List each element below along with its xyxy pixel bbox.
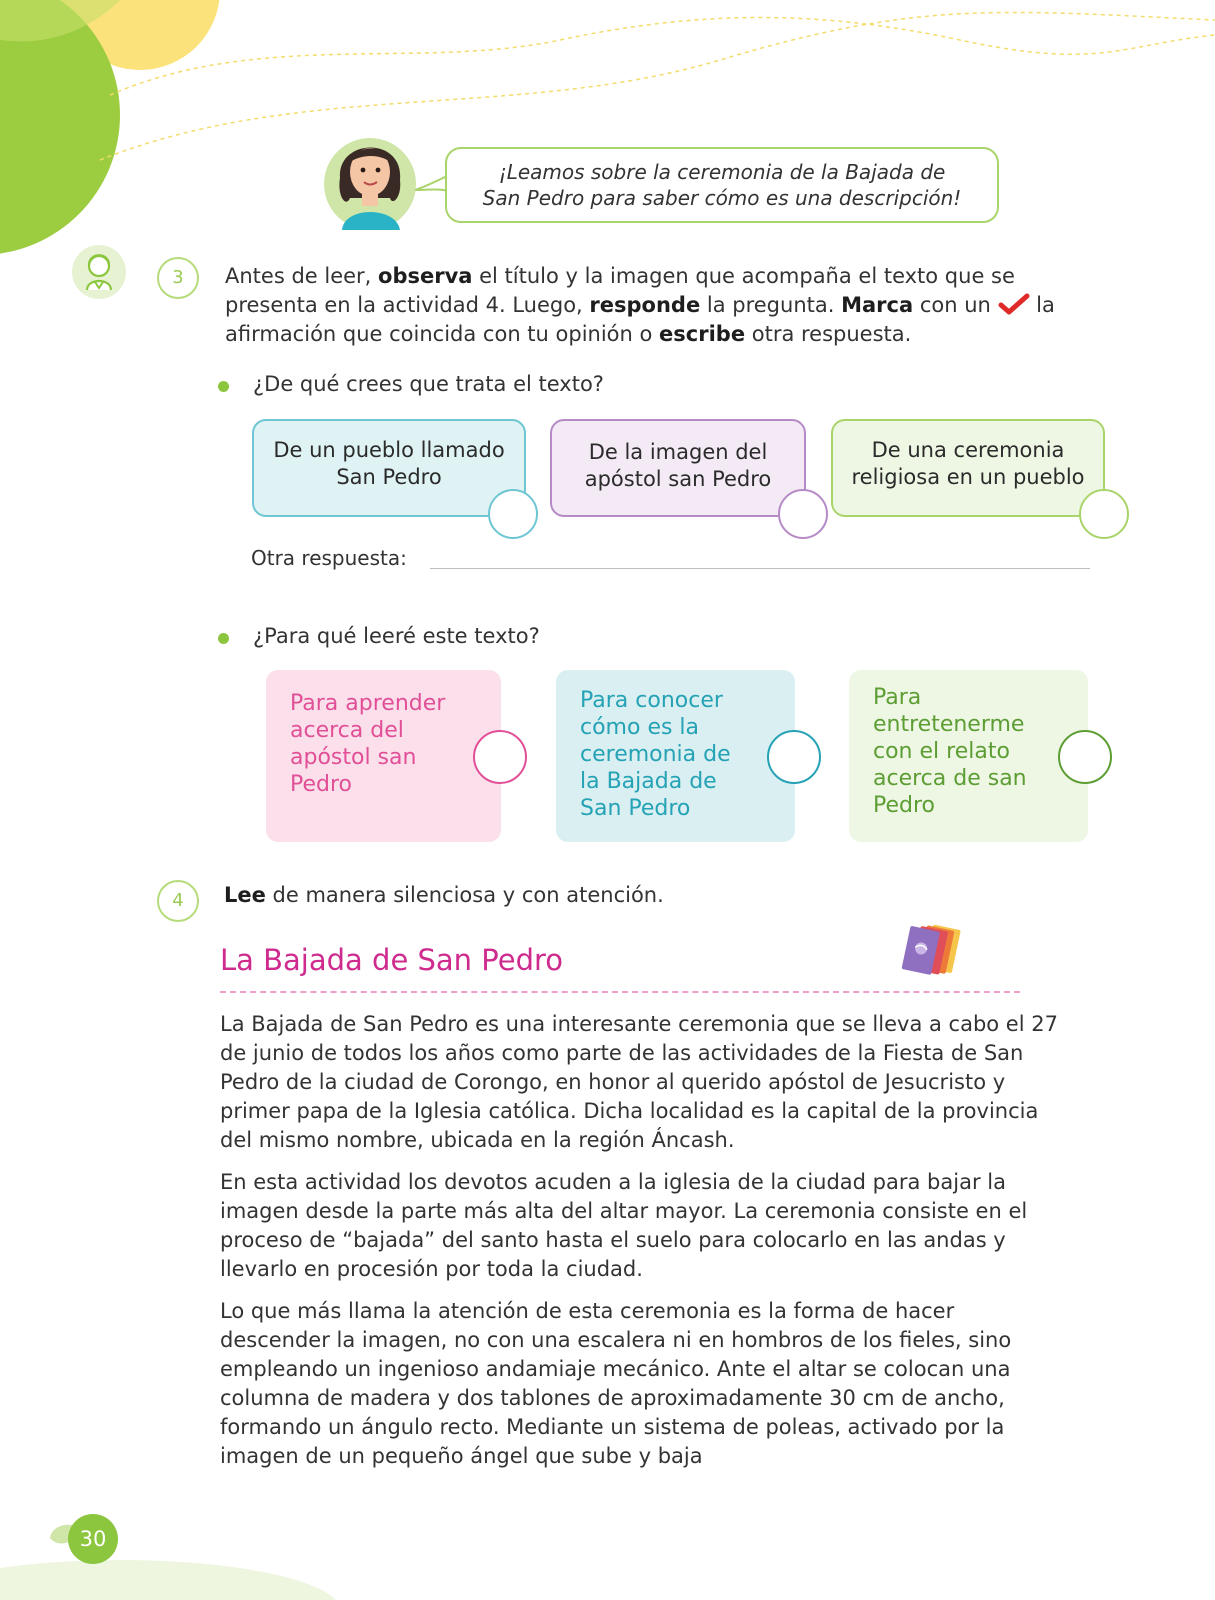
purpose-text: acerca de san [873,766,1027,791]
answer-circle[interactable] [778,489,828,539]
activity-4-instruction [224,883,664,907]
instr-text: Antes de leer, [225,264,379,288]
option-text: religiosa en un pueblo [851,465,1085,489]
reading-title: La Bajada de San Pedro [220,943,564,977]
purpose-card-conocer[interactable] [556,670,795,842]
purpose-text: acerca del [290,718,404,743]
purpose-text: Pedro [873,793,936,818]
option-text: De una ceremonia [871,438,1065,462]
instr-text: la afirmación que coincida con tu opinión o [225,293,1055,346]
question-1: ¿De qué crees que trata el texto? [253,372,604,396]
instr-bold: observa [378,264,473,288]
instr-bold: Lee [224,883,266,907]
purpose-card-aprender[interactable] [266,670,501,842]
instr-text: el título y la imagen que acompaña el texto que se presenta en la actividad 4. Luego, [225,264,1015,317]
other-answer-label: Otra respuesta: [251,546,407,570]
page-number: 30 [68,1514,118,1564]
purpose-text: Para aprender [290,691,446,716]
instr-text: la pregunta. [700,293,842,317]
paragraph-2: En esta actividad los devotos acuden a la iglesia de la ciudad para bajar la imagen desde la parte más alta del altar mayor. La ceremonia consiste en el proceso de “bajada” del santo hasta el suelo para colocarlo en las andas y llevarlo en procesión por toda la ciudad. [220,1170,1028,1281]
checkmark-icon [998,293,1030,315]
answer-circle[interactable] [767,730,821,784]
title-divider [220,991,1020,993]
purpose-card-entretener[interactable] [849,670,1088,842]
purpose-text: Para [873,685,922,710]
purpose-text: cómo es la [580,715,700,740]
purpose-text: Pedro [290,772,353,797]
option-text: De un pueblo llamado [273,438,505,462]
instr-bold: escribe [659,322,746,346]
purpose-text: ceremonia de [580,742,731,767]
option-card-imagen[interactable] [550,419,806,517]
bullet-icon [218,633,229,644]
instr-text: con un [913,293,998,317]
bubble-line-1: ¡Leamos sobre la ceremonia de la Bajada de [498,160,946,184]
purpose-text: la Bajada de [580,769,717,794]
other-answer-line[interactable] [430,568,1090,569]
purpose-text: Para conocer [580,688,723,713]
question-2: ¿Para qué leeré este texto? [253,624,540,648]
paragraph-3: Lo que más llama la atención de esta ceremonia es la forma de hacer descender la imagen, no con una escalera ni en hombros de los fieles, sino empleando un ingenioso andamiaje mecánico. Ante el altar se colocan una columna de madera y dos tablones de aproximadamente 30 cm de ancho, formando un ángulo recto. Mediante un sistema de poleas, activado por la imagen de un pequeño ángel que sube y baja [220,1299,1012,1468]
activity-3-number: 3 [157,257,199,299]
answer-circle[interactable] [1058,730,1112,784]
option-text: apóstol san Pedro [584,467,772,491]
bullet-icon [218,381,229,392]
speech-bubble [445,147,999,223]
activity-4-number: 4 [157,880,199,922]
option-card-pueblo[interactable] [252,419,526,517]
student-icon [71,244,127,300]
books-icon [898,918,978,984]
option-card-ceremonia[interactable] [831,419,1105,517]
answer-circle[interactable] [488,489,538,539]
answer-circle[interactable] [473,730,527,784]
purpose-text: entretenerme [873,712,1025,737]
bubble-line-2: San Pedro para saber cómo es una descripción! [482,186,962,210]
paragraph-1: La Bajada de San Pedro es una interesante ceremonia que se lleva a cabo el 27 de junio de todos los años como parte de las actividades de la Fiesta de San Pedro de la ciudad de Corongo, en honor al querido apóstol de Jesucristo y primer papa de la Iglesia católica. Dicha localidad es la capital de la provincia del mismo nombre, ubicada en la región Áncash. [220,1012,1058,1152]
instr-text: de manera silenciosa y con atención. [265,883,664,907]
purpose-text: con el relato [873,739,1010,764]
activity-3-instruction [225,262,1105,349]
instr-text: otra respuesta. [745,322,912,346]
option-text: San Pedro [336,465,442,489]
answer-circle[interactable] [1079,489,1129,539]
instr-bold: responde [589,293,701,317]
purpose-text: apóstol san [290,745,417,770]
girl-avatar [322,118,422,230]
option-text: De la imagen del [588,440,768,464]
instr-bold: Marca [841,293,914,317]
purpose-text: San Pedro [580,796,691,821]
